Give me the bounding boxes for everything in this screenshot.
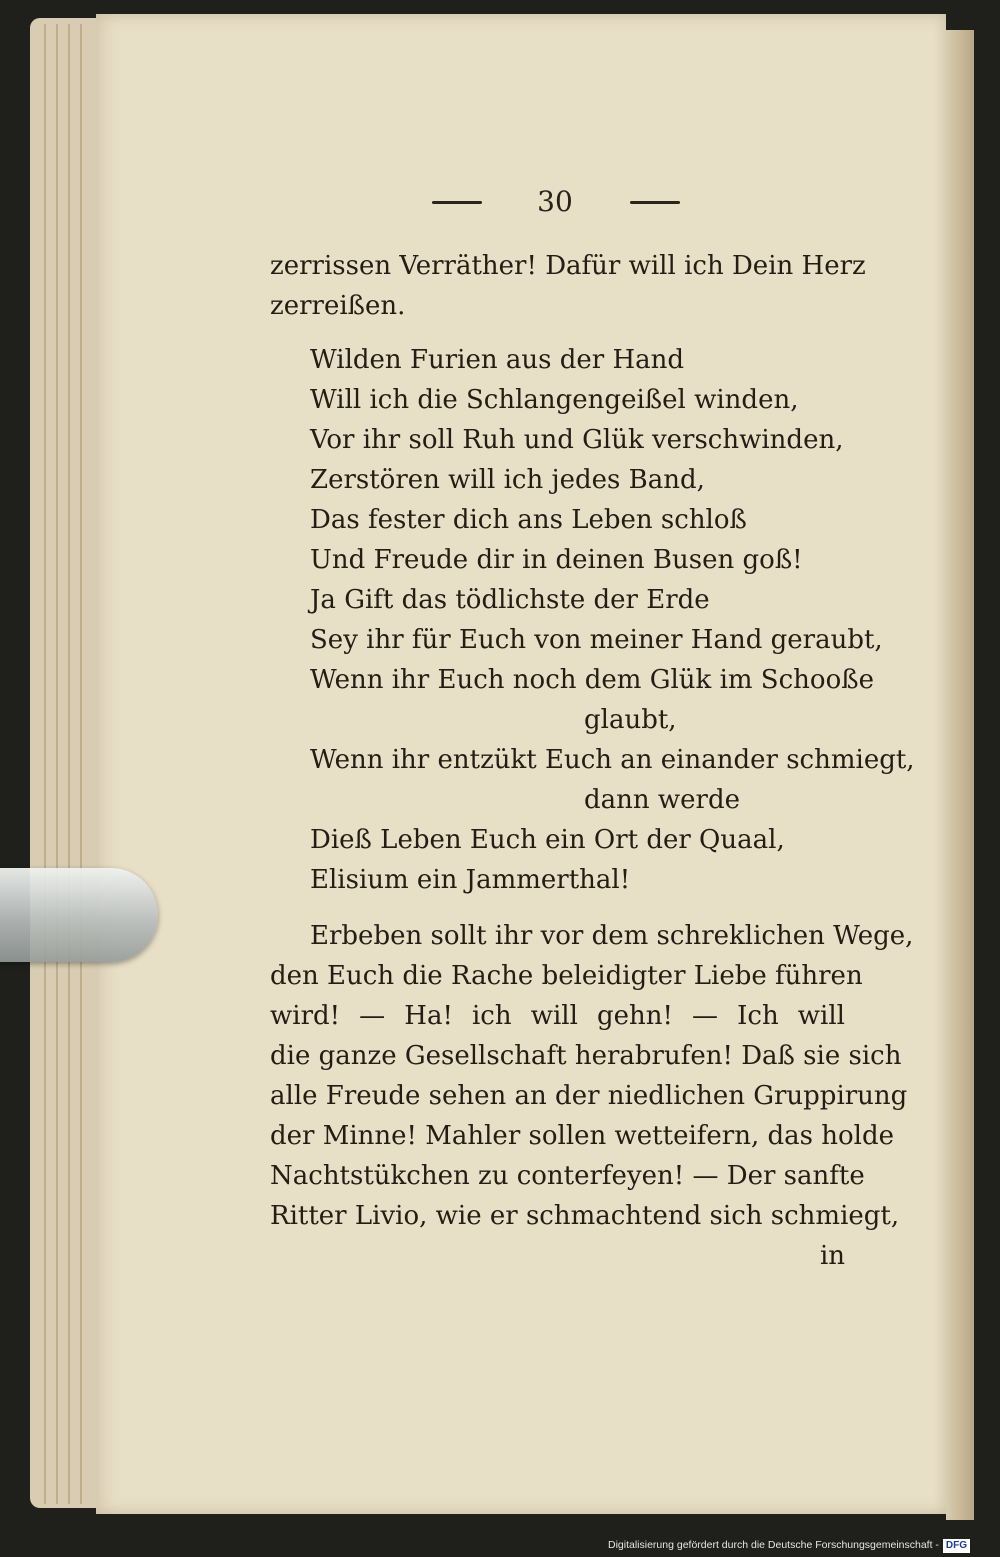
page-edge xyxy=(80,24,82,1504)
page-edge xyxy=(68,24,70,1504)
text-line: Erbeben sollt ihr vor dem schreklichen Wege, xyxy=(310,921,914,951)
paragraph-gap xyxy=(270,900,845,916)
page-edge xyxy=(44,24,46,1504)
ornament-dash-right xyxy=(630,201,680,204)
verse-line: Und Freude dir in deinen Busen goß! xyxy=(310,545,803,575)
text-line: den Euch die Rache beleidigter Liebe führen xyxy=(270,961,863,991)
verse-line: Wenn ihr Euch noch dem Glük im Schooße xyxy=(310,665,874,695)
facing-page-edge xyxy=(946,30,974,1520)
page-header xyxy=(430,182,680,222)
verse-line: Sey ihr für Euch von meiner Hand geraubt, xyxy=(310,625,883,655)
verse-line: Dieß Leben Euch ein Ort der Quaal, xyxy=(310,825,785,855)
verse-line: Will ich die Schlangengeißel winden, xyxy=(310,385,799,415)
verse-continuation: dann werde xyxy=(584,785,740,815)
footer-text: Digitalisierung gefördert durch die Deutsche Forschungsgemeinschaft - xyxy=(608,1539,939,1551)
page-clip-icon xyxy=(0,868,158,962)
footer-credit xyxy=(608,1536,970,1554)
verse-line: Wilden Furien aus der Hand xyxy=(310,345,685,375)
catchword: in xyxy=(819,1241,845,1271)
page-number: 30 xyxy=(537,185,573,218)
verse-line: Das fester dich ans Leben schloß xyxy=(310,505,747,535)
verse-continuation: glaubt, xyxy=(584,705,677,735)
text-line: Nachtstükchen zu conterfeyen! — Der sanfte xyxy=(270,1161,865,1191)
verse-line: Zerstören will ich jedes Band, xyxy=(310,465,705,495)
stanza-gap xyxy=(270,326,845,340)
page-text xyxy=(270,246,915,1276)
verse-line: Wenn ihr entzükt Euch an einander schmiegt, xyxy=(310,745,915,775)
text-line: alle Freude sehen an der niedlichen Gruppirung xyxy=(270,1081,908,1111)
text-line: Ritter Livio, wie er schmachtend sich schmiegt, xyxy=(270,1201,900,1231)
verse-line: Vor ihr soll Ruh und Glük verschwinden, xyxy=(310,425,844,455)
text-line: wird! — Ha! ich will gehn! — Ich will xyxy=(270,1001,845,1031)
text-line: zerreißen. xyxy=(270,291,406,321)
text-line: der Minne! Mahler sollen wetteifern, das holde xyxy=(270,1121,894,1151)
text-line: die ganze Gesellschaft herabrufen! Daß sie sich xyxy=(270,1041,902,1071)
verse-line: Elisium ein Jammerthal! xyxy=(310,865,631,895)
verse-line: Ja Gift das tödlichste der Erde xyxy=(310,585,710,615)
text-line: zerrissen Verräther! Dafür will ich Dein Herz xyxy=(270,251,866,281)
page-edge xyxy=(56,24,58,1504)
dfg-logo: DFG xyxy=(943,1539,970,1553)
